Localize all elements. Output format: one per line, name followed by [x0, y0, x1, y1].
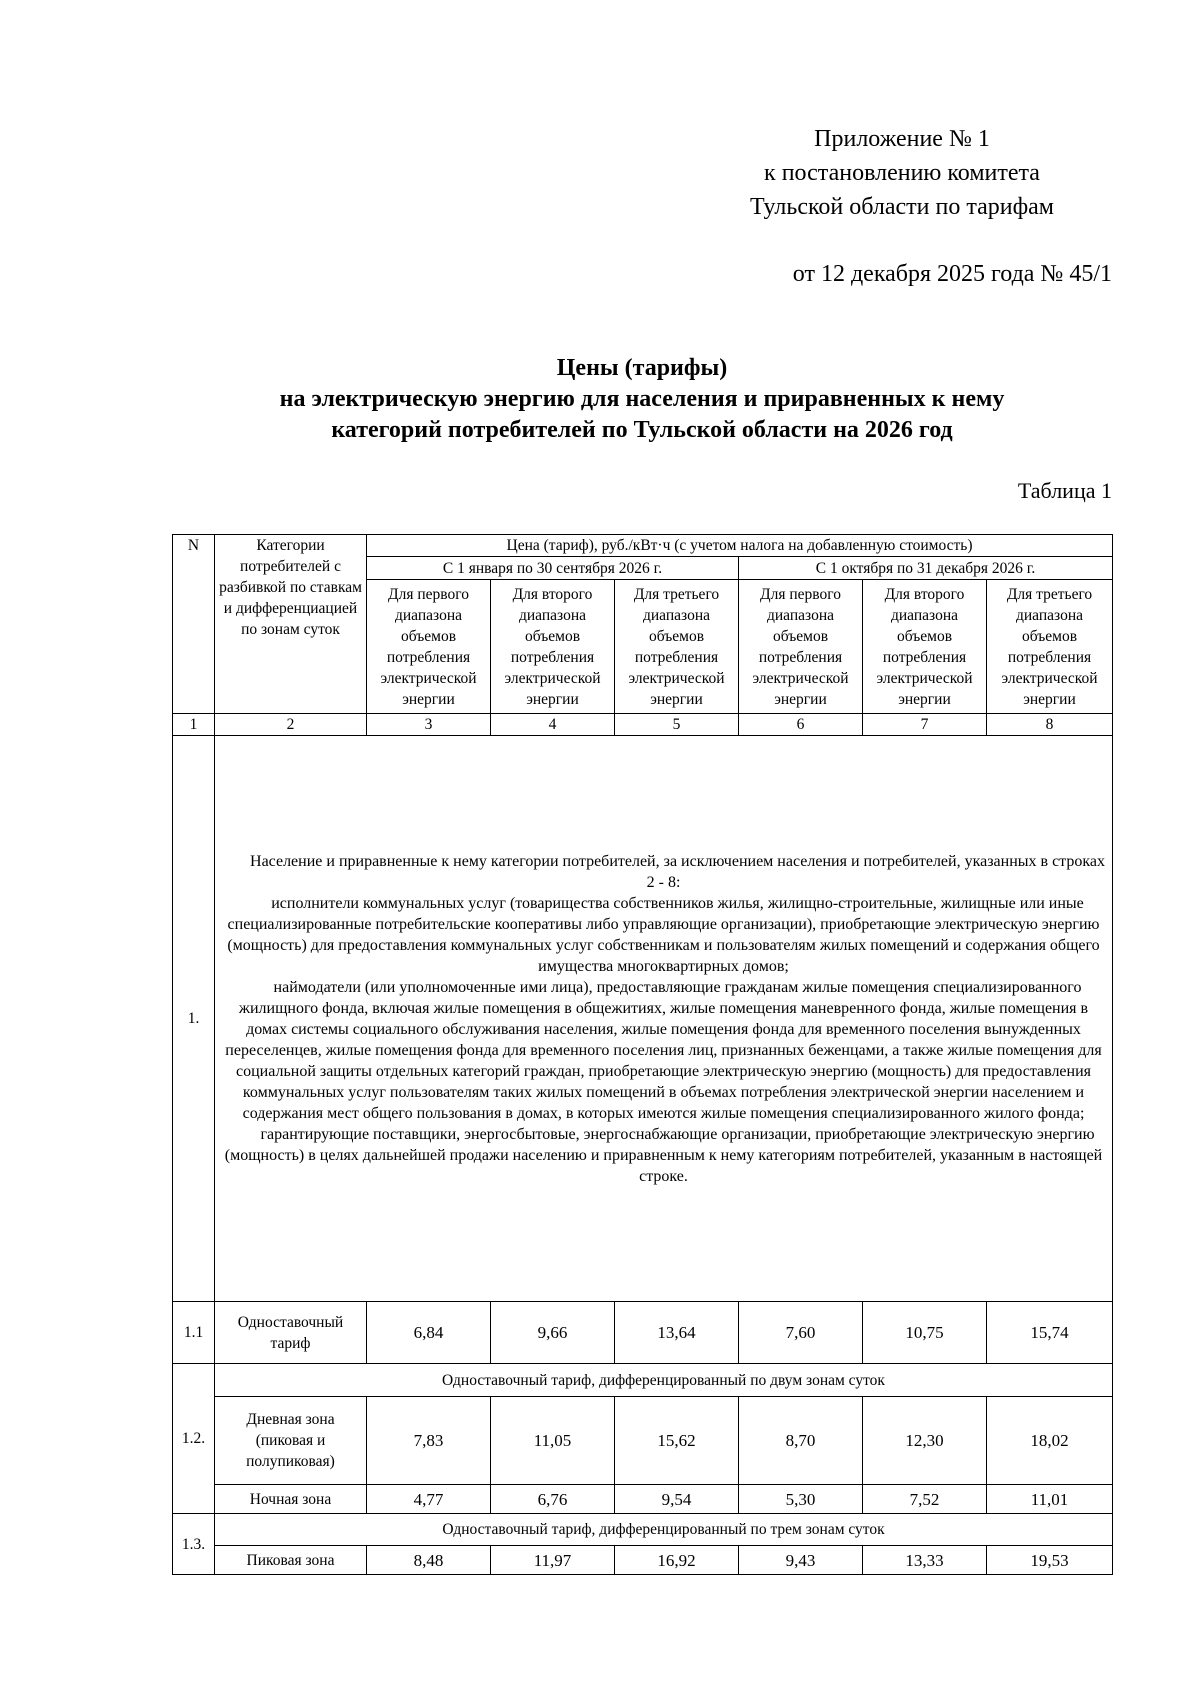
tariff-value: 15,62 — [615, 1397, 739, 1485]
row-number: 1.1 — [173, 1302, 215, 1364]
header-p1-range-3: Для третьего диапазона объемов потребления электрической энергии — [615, 580, 739, 714]
tariff-value: 16,92 — [615, 1546, 739, 1575]
tariff-value: 9,43 — [739, 1546, 863, 1575]
tariff-value: 8,70 — [739, 1397, 863, 1485]
col-number: 6 — [739, 714, 863, 736]
tariff-value: 5,30 — [739, 1485, 863, 1514]
header-p1-range-2: Для второго диапазона объемов потребления электрической энергии — [491, 580, 615, 714]
row-label: Пиковая зона — [215, 1546, 367, 1575]
header-price: Цена (тариф), руб./кВт·ч (с учетом налога на добавленную стоимость) — [367, 535, 1113, 557]
table-row — [173, 1364, 1113, 1397]
header-category: Категории потребителей с разбивкой по ставкам и дифференциацией по зонам суток — [215, 535, 367, 714]
subsection-title: Одноставочный тариф, дифференцированный по двум зонам суток — [215, 1364, 1113, 1397]
tariff-value: 9,54 — [615, 1485, 739, 1514]
col-number: 7 — [863, 714, 987, 736]
tariff-value: 18,02 — [987, 1397, 1113, 1485]
tariff-value: 12,30 — [863, 1397, 987, 1485]
header-p2-range-2: Для второго диапазона объемов потребления электрической энергии — [863, 580, 987, 714]
row-label: Одноставочный тариф — [215, 1302, 367, 1364]
appendix-block — [692, 122, 1112, 224]
appendix-line-3: Тульской области по тарифам — [749, 194, 1054, 220]
description-paragraph: наймодатели (или уполномоченные ими лица), предоставляющие гражданам жилые помещения специализированного жилищного фонда, включая жилые помещения в общежитиях, жилые помещения маневренного фонда, жилые помещения в домах системы социального обслуживания населения, жилые помещения фонда для временного поселения вынужденных переселенцев, жилые помещения фонда для временного поселения лиц, признанных беженцами, а также жилые помещения для социальной защиты отдельных категорий граждан, приобретающие электрическую энергию (мощность) для предоставления коммунальных услуг пользователям таких жилых помещений в объемах потребления электрической энергии населением и содержания мест общего пользования в домах, в которых имеются жилые помещения специализированного жилого фонда; — [225, 978, 1102, 1122]
tariff-value: 8,48 — [367, 1546, 491, 1575]
appendix-date: от 12 декабря 2025 года № 45/1 — [792, 261, 1112, 287]
col-number: 3 — [367, 714, 491, 736]
title-line-1: Цены (тарифы) — [556, 355, 728, 381]
tariff-value: 7,60 — [739, 1302, 863, 1364]
appendix-line-2: к постановлению комитета — [764, 160, 1040, 186]
appendix-line-1: Приложение № 1 — [814, 126, 990, 152]
tariffs-table — [172, 534, 1113, 1575]
title-line-2: на электрическую энергию для населения и приравненных к нему — [279, 386, 1005, 412]
section-1-description — [215, 736, 1113, 1302]
tariff-value: 19,53 — [987, 1546, 1113, 1575]
column-numbers-row — [173, 714, 1113, 736]
subsection-title: Одноставочный тариф, дифференцированный по трем зонам суток — [215, 1514, 1113, 1546]
col-number: 8 — [987, 714, 1113, 736]
col-number: 4 — [491, 714, 615, 736]
row-number: 1.2. — [173, 1364, 215, 1514]
header-period-2: С 1 октября по 31 декабря 2026 г. — [739, 557, 1113, 580]
col-number: 2 — [215, 714, 367, 736]
tariff-value: 9,66 — [491, 1302, 615, 1364]
table-row — [173, 1302, 1113, 1364]
col-number: 5 — [615, 714, 739, 736]
description-paragraph: исполнители коммунальных услуг (товарищества собственников жилья, жилищно-строительные, жилищные или иные специализированные потребительские кооперативы либо управляющие организации), приобретающие электрическую энергию (мощность) для предоставления коммунальных услуг собственникам и пользователям жилых помещений и содержания общего имущества многоквартирных домов; — [227, 894, 1100, 975]
tariff-value: 13,33 — [863, 1546, 987, 1575]
tariff-value: 15,74 — [987, 1302, 1113, 1364]
header-p2-range-3: Для третьего диапазона объемов потребления электрической энергии — [987, 580, 1113, 714]
header-n: N — [173, 535, 215, 714]
header-p2-range-1: Для первого диапазона объемов потребления электрической энергии — [739, 580, 863, 714]
row-number: 1.3. — [173, 1514, 215, 1575]
header-period-1: С 1 января по 30 сентября 2026 г. — [367, 557, 739, 580]
description-paragraph: Население и приравненные к нему категории потребителей, за исключением населения и потребителей, указанных в строках 2 - 8: — [250, 852, 1105, 891]
table-row — [173, 1397, 1113, 1485]
document-title — [172, 353, 1112, 446]
tariff-value: 13,64 — [615, 1302, 739, 1364]
tariff-value: 4,77 — [367, 1485, 491, 1514]
col-number: 1 — [173, 714, 215, 736]
title-line-3: категорий потребителей по Тульской области на 2026 год — [331, 417, 953, 443]
tariff-value: 11,05 — [491, 1397, 615, 1485]
table-row — [173, 1546, 1113, 1575]
tariff-value: 11,97 — [491, 1546, 615, 1575]
tariff-value: 6,76 — [491, 1485, 615, 1514]
table-row — [173, 1485, 1113, 1514]
tariff-value: 11,01 — [987, 1485, 1113, 1514]
description-paragraph: гарантирующие поставщики, энергосбытовые, энергоснабжающие организации, приобретающие электрическую энергию (мощность) в целях дальнейшей продажи населению и приравненным к нему категориям потребителей, указанным в настоящей строке. — [224, 1125, 1103, 1185]
tariff-value: 7,83 — [367, 1397, 491, 1485]
header-p1-range-1: Для первого диапазона объемов потребления электрической энергии — [367, 580, 491, 714]
table-row — [173, 1514, 1113, 1546]
tariff-value: 6,84 — [367, 1302, 491, 1364]
tariff-value: 10,75 — [863, 1302, 987, 1364]
row-label: Дневная зона (пиковая и полупиковая) — [215, 1397, 367, 1485]
table-caption: Таблица 1 — [1017, 478, 1112, 503]
row-number: 1. — [173, 736, 215, 1302]
section-1-row — [173, 736, 1113, 1302]
row-label: Ночная зона — [215, 1485, 367, 1514]
tariff-value: 7,52 — [863, 1485, 987, 1514]
